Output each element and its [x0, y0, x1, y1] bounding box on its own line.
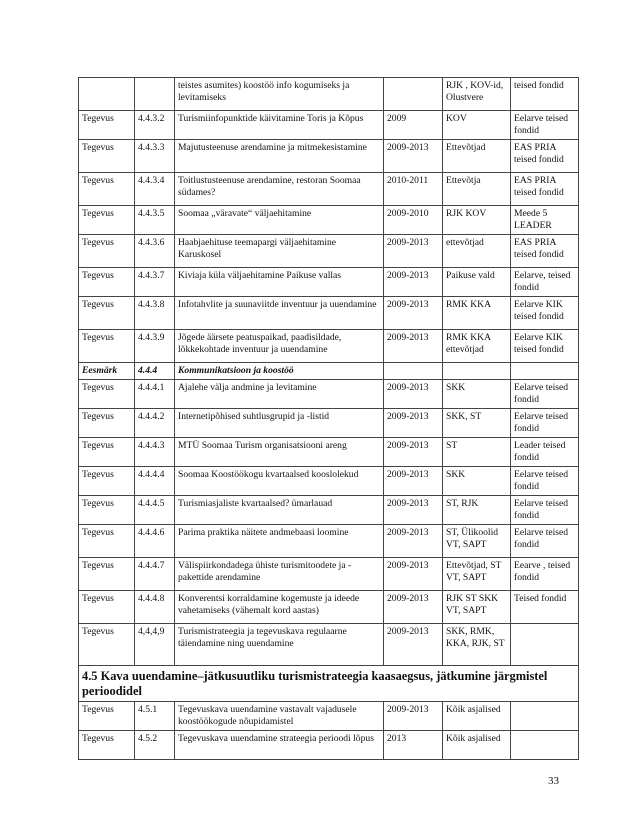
row-funding: Eelarve teised fondid	[511, 467, 579, 496]
row-funding: teised fondid	[511, 78, 579, 111]
table-row	[79, 624, 579, 666]
row-type: Tegevus	[79, 525, 135, 558]
row-description: Tegevuskava uuendamine strateegia perioodi lõpus	[175, 731, 384, 760]
row-description: Majutusteenuse arendamine ja mitmekesistamine	[175, 140, 384, 173]
row-responsible: Paikuse vald	[443, 268, 511, 297]
row-period: 2009-2013	[384, 409, 443, 438]
row-code: 4.4.3.5	[135, 206, 175, 235]
table-row	[79, 268, 579, 297]
row-period: 2009-2013	[384, 438, 443, 467]
row-code: 4.4.4.4	[135, 467, 175, 496]
table-row	[79, 140, 579, 173]
row-period: 2009-2013	[384, 496, 443, 525]
row-type: Tegevus	[79, 330, 135, 363]
row-responsible: SKK, RMK, KKA, RJK, ST	[443, 624, 511, 666]
row-funding: Eelarve KIK teised fondid	[511, 330, 579, 363]
row-funding: Teised fondid	[511, 591, 579, 624]
row-responsible: ST	[443, 438, 511, 467]
row-code: 4.4.4.3	[135, 438, 175, 467]
row-description: Välispiirkondadega ühiste turismitoodete ja -pakettide arendamine	[175, 558, 384, 591]
row-description: Toitlustusteenuse arendamine, restoran Soomaa südames?	[175, 173, 384, 206]
row-description: Turismiasjaliste kvartaalsed? ümarlauad	[175, 496, 384, 525]
row-funding: Eelarve teised fondid	[511, 496, 579, 525]
row-description: Soomaa „väravate“ väljaehitamine	[175, 206, 384, 235]
row-funding	[511, 363, 579, 380]
row-type: Tegevus	[79, 409, 135, 438]
row-responsible: RMK KKA ettevõtjad	[443, 330, 511, 363]
row-period: 2009-2013	[384, 235, 443, 268]
row-period: 2009-2013	[384, 268, 443, 297]
row-description: Turismistrateegia ja tegevuskava regulaarne täiendamine ning uuendamine	[175, 624, 384, 666]
row-code	[135, 78, 175, 111]
table-row	[79, 330, 579, 363]
row-type: Tegevus	[79, 731, 135, 760]
row-type	[79, 78, 135, 111]
row-description: Kiviaja küla väljaehitamine Paikuse vallas	[175, 268, 384, 297]
row-description: Haabjaehituse teemapargi väljaehitamine Karuskosel	[175, 235, 384, 268]
row-responsible: ST, Ülikoolid VT, SAPT	[443, 525, 511, 558]
row-responsible: Kõik asjalised	[443, 731, 511, 760]
row-type: Tegevus	[79, 235, 135, 268]
row-period: 2009-2013	[384, 702, 443, 731]
row-description: Parima praktika näitete andmebaasi loomine	[175, 525, 384, 558]
row-code: 4.4.4.1	[135, 380, 175, 409]
row-code: 4.4.3.9	[135, 330, 175, 363]
row-funding: Leader teised fondid	[511, 438, 579, 467]
row-responsible: Kõik asjalised	[443, 702, 511, 731]
row-period: 2013	[384, 731, 443, 760]
row-funding: Eelarve teised fondid	[511, 409, 579, 438]
row-funding: Eelarve, teised fondid	[511, 268, 579, 297]
table-row	[79, 438, 579, 467]
row-type: Tegevus	[79, 268, 135, 297]
row-funding: Meede 5 LEADER	[511, 206, 579, 235]
table-row	[79, 297, 579, 330]
row-code: 4.4.4.5	[135, 496, 175, 525]
row-period: 2009-2013	[384, 380, 443, 409]
table-row	[79, 235, 579, 268]
row-responsible: RJK , KOV-id, Olustvere	[443, 78, 511, 111]
row-description: Soomaa Koostöökogu kvartaalsed kooslolekud	[175, 467, 384, 496]
row-period	[384, 78, 443, 111]
row-code: 4.4.3.8	[135, 297, 175, 330]
section-heading: 4.5 Kava uuendamine–jätkusuutliku turismistrateegia kaasaegsus, jätkumine järgmistel perioodidel	[79, 666, 579, 702]
row-type: Tegevus	[79, 496, 135, 525]
row-period: 2009-2010	[384, 206, 443, 235]
row-description: Konverentsi korraldamine kogemuste ja ideede vahetamiseks (vähemalt kord aastas)	[175, 591, 384, 624]
row-responsible	[443, 363, 511, 380]
row-type: Tegevus	[79, 206, 135, 235]
row-responsible: SKK, ST	[443, 409, 511, 438]
row-type: Tegevus	[79, 624, 135, 666]
row-type: Tegevus	[79, 591, 135, 624]
table-row	[79, 467, 579, 496]
row-description: teistes asumites) koostöö info kogumiseks ja levitamiseks	[175, 78, 384, 111]
row-description: Internetipõhised suhtlusgrupid ja -listid	[175, 409, 384, 438]
row-funding: Eelarve KIK teised fondid	[511, 297, 579, 330]
table-row	[79, 206, 579, 235]
row-responsible: ettevõtjad	[443, 235, 511, 268]
row-type: Tegevus	[79, 702, 135, 731]
row-responsible: SKK	[443, 380, 511, 409]
table-row	[79, 496, 579, 525]
row-description: Jõgede äärsete peatuspaikad, paadisildade, lõkkekohtade inventuur ja uuendamine	[175, 330, 384, 363]
row-responsible: ST, RJK	[443, 496, 511, 525]
row-type: Eesmärk	[79, 363, 135, 380]
page-number: 33	[548, 775, 559, 787]
row-period: 2009-2013	[384, 330, 443, 363]
row-code: 4.4.3.2	[135, 111, 175, 140]
row-responsible: Ettevõtjad	[443, 140, 511, 173]
row-period: 2009-2013	[384, 140, 443, 173]
section-heading-row	[79, 666, 579, 702]
row-description: Turismiinfopunktide käivitamine Toris ja Kõpus	[175, 111, 384, 140]
table-row	[79, 525, 579, 558]
row-funding: Eelarve teised fondid	[511, 111, 579, 140]
row-code: 4,4,4,9	[135, 624, 175, 666]
row-description: Kommunikatsioon ja koostöö	[175, 363, 384, 380]
row-type: Tegevus	[79, 438, 135, 467]
table-row	[79, 409, 579, 438]
row-funding	[511, 624, 579, 666]
table-row	[79, 591, 579, 624]
row-responsible: RJK KOV	[443, 206, 511, 235]
row-funding: Eelarve teised fondid	[511, 525, 579, 558]
table-row	[79, 702, 579, 731]
row-responsible: Ettevõtja	[443, 173, 511, 206]
row-code: 4.4.3.7	[135, 268, 175, 297]
row-funding	[511, 702, 579, 731]
row-type: Tegevus	[79, 380, 135, 409]
row-code: 4.5.2	[135, 731, 175, 760]
row-period	[384, 363, 443, 380]
row-period: 2009-2013	[384, 297, 443, 330]
row-funding: EAS PRIA teised fondid	[511, 235, 579, 268]
row-type: Tegevus	[79, 111, 135, 140]
row-code: 4.5.1	[135, 702, 175, 731]
row-description: Infotahvlite ja suunaviitde inventuur ja uuendamine	[175, 297, 384, 330]
table-row	[79, 111, 579, 140]
table-row	[79, 78, 579, 111]
row-code: 4.4.3.4	[135, 173, 175, 206]
row-funding: Eearve , teised fondid	[511, 558, 579, 591]
row-code: 4.4.4	[135, 363, 175, 380]
table-row	[79, 380, 579, 409]
table-row	[79, 731, 579, 760]
row-funding: EAS PRIA teised fondid	[511, 140, 579, 173]
row-funding: Eelarve teised fondid	[511, 380, 579, 409]
row-code: 4.4.4.7	[135, 558, 175, 591]
row-type: Tegevus	[79, 558, 135, 591]
row-period: 2009	[384, 111, 443, 140]
row-code: 4.4.3.6	[135, 235, 175, 268]
row-responsible: SKK	[443, 467, 511, 496]
row-period: 2009-2013	[384, 558, 443, 591]
table-row	[79, 558, 579, 591]
row-period: 2009-2013	[384, 525, 443, 558]
row-period: 2009-2013	[384, 467, 443, 496]
row-period: 2009-2013	[384, 591, 443, 624]
row-type: Tegevus	[79, 173, 135, 206]
row-funding: EAS PRIA teised fondid	[511, 173, 579, 206]
row-code: 4.4.4.6	[135, 525, 175, 558]
row-responsible: Ettevõtjad, ST VT, SAPT	[443, 558, 511, 591]
row-period: 2009-2013	[384, 624, 443, 666]
goal-row	[79, 363, 579, 380]
row-type: Tegevus	[79, 467, 135, 496]
row-responsible: RMK KKA	[443, 297, 511, 330]
row-code: 4.4.4.8	[135, 591, 175, 624]
row-type: Tegevus	[79, 297, 135, 330]
row-responsible: KOV	[443, 111, 511, 140]
action-plan-table	[78, 77, 579, 760]
row-type: Tegevus	[79, 140, 135, 173]
row-responsible: RJK ST SKK VT, SAPT	[443, 591, 511, 624]
row-funding	[511, 731, 579, 760]
row-description: Ajalehe välja andmine ja levitamine	[175, 380, 384, 409]
table-row	[79, 173, 579, 206]
row-description: MTÜ Soomaa Turism organisatsiooni areng	[175, 438, 384, 467]
row-code: 4.4.4.2	[135, 409, 175, 438]
row-code: 4.4.3.3	[135, 140, 175, 173]
row-description: Tegevuskava uuendamine vastavalt vajadusele koostöökogude nõupidamistel	[175, 702, 384, 731]
row-period: 2010-2011	[384, 173, 443, 206]
